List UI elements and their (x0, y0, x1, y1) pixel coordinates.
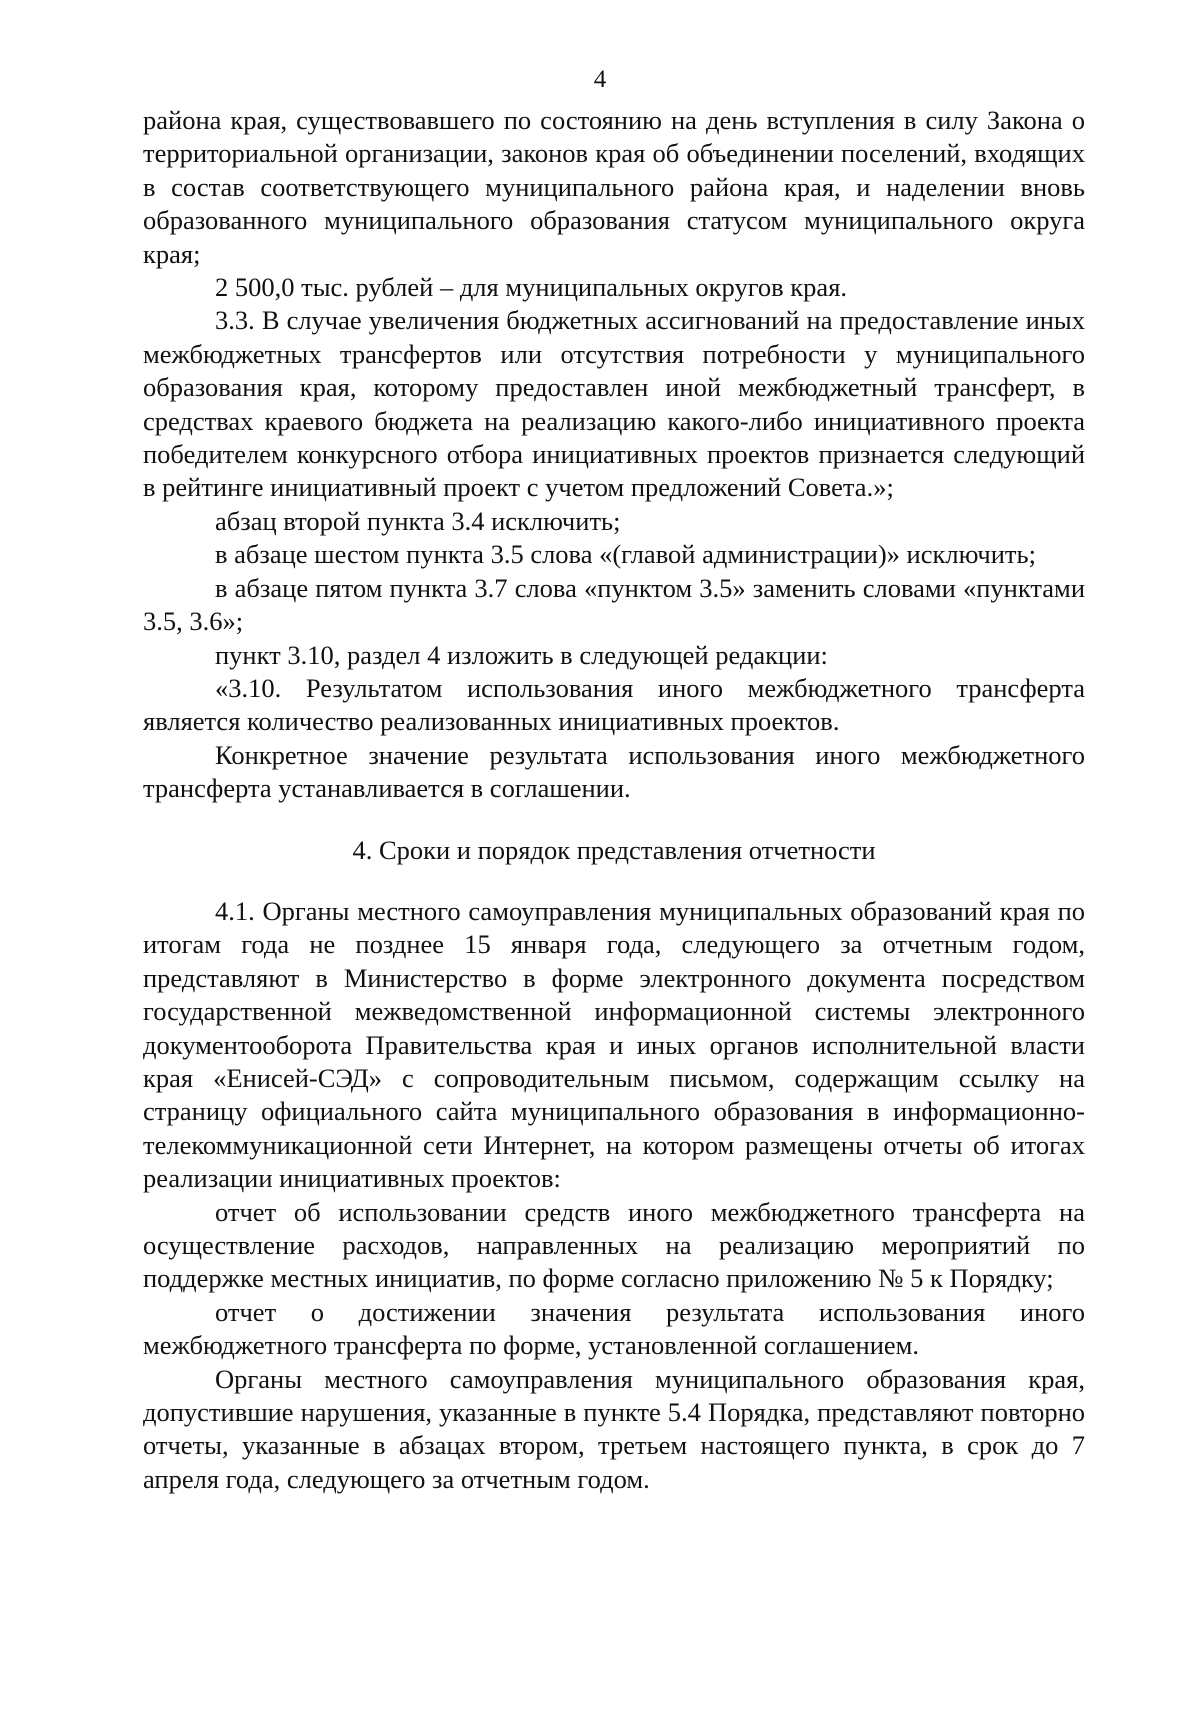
paragraph: отчет о достижении значения результата использования иного межбюджетного трансферта по форме, установленной соглашением. (143, 1296, 1085, 1361)
page-number: 4 (593, 66, 607, 93)
document-body (143, 104, 1085, 1496)
paragraph: Конкретное значение результата использования иного межбюджетного трансферта устанавливается в соглашении. (143, 739, 1085, 804)
paragraph: 3.3. В случае увеличения бюджетных ассигнований на предоставление иных межбюджетных трансфертов или отсутствия потребности у муниципального образования края, которому предоставлен иной межбюджетный трансферт, в средствах краевого бюджета на реализацию какого-либо инициативного проекта победителем конкурсного отбора инициативных проектов признается следующий в рейтинге инициативный проект с учетом предложений Совета.»; (143, 305, 1085, 503)
paragraph: в абзаце шестом пункта 3.5 слова «(главой администрации)» исключить; (215, 539, 1036, 570)
paragraph: 2 500,0 тыс. рублей – для муниципальных округов края. (215, 272, 848, 303)
paragraph: района края, существовавшего по состоянию на день вступления в силу Закона о территориальной организации, законов края об объединении поселений, входящих в состав соответствующего муниципального района края, и наделении вновь образованного муниципального образования статусом муниципального округа края; (143, 105, 1085, 269)
paragraph: Органы местного самоуправления муниципального образования края, допустившие нарушения, указанные в пункте 5.4 Порядка, представляют повторно отчеты, указанные в абзацах втором, третьем настоящего пункта, в срок до 7 апреля года, следующего за отчетным годом. (143, 1363, 1085, 1494)
paragraph: абзац второй пункта 3.4 исключить; (215, 505, 621, 536)
paragraph: в абзаце пятом пункта 3.7 слова «пунктом 3.5» заменить словами «пунктами 3.5, 3.6»; (143, 572, 1085, 637)
section-heading: 4. Сроки и порядок представления отчетности (352, 834, 876, 865)
paragraph: пункт 3.10, раздел 4 изложить в следующей редакции: (215, 639, 828, 670)
paragraph: 4.1. Органы местного самоуправления муниципальных образований края по итогам года не позднее 15 января года, следующего за отчетным годом, представляют в Министерство в форме электронного документа посредством государственной межведомственной информационной системы электронного документооборота Правительства края и иных органов исполнительной власти края «Енисей-СЭД» с сопроводительным письмом, содержащим ссылку на страницу официального сайта муниципального образования в информационно-телекоммуникационной сети Интернет, на котором размещены отчеты об итогах реализации инициативных проектов: (143, 895, 1085, 1194)
paragraph: «3.10. Результатом использования иного межбюджетного трансферта является количество реализованных инициативных проектов. (143, 672, 1085, 737)
paragraph: отчет об использовании средств иного межбюджетного трансферта на осуществление расходов, направленных на реализацию мероприятий по поддержке местных инициатив, по форме согласно приложению № 5 к Порядку; (143, 1196, 1085, 1294)
